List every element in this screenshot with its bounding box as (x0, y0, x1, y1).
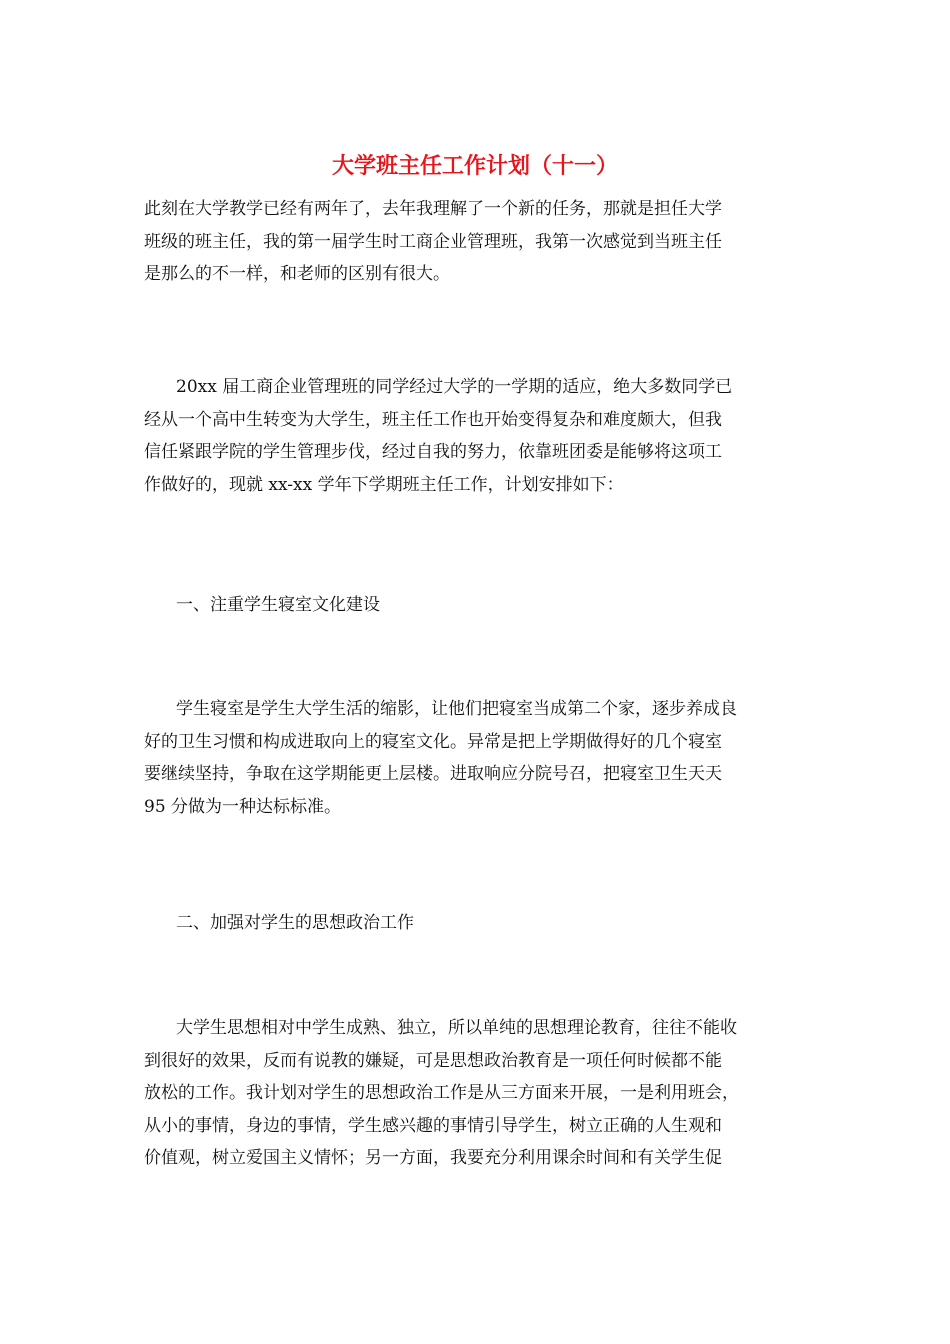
text-line: 放松的工作。我计划对学生的思想政治工作是从三方面来开展，一是利用班会， (144, 1083, 739, 1103)
paragraph-dormitory (144, 693, 810, 823)
document-title: 大学班主任工作计划（十一） (331, 153, 618, 179)
text-line: 经从一个高中生转变为大学生，班主任工作也开始变得复杂和难度颇大，但我 (144, 409, 722, 430)
text-line: 好的卫生习惯和构成进取向上的寝室文化。异常是把上学期做得好的几个寝室 (144, 731, 722, 752)
text-line: 此刻在大学教学已经有两年了，去年我理解了一个新的任务，那就是担任大学 (144, 199, 722, 219)
paragraph-intro (144, 193, 810, 291)
text-line: 信任紧跟学院的学生管理步伐，经过自我的努力，依靠班团委是能够将这项工 (144, 442, 722, 462)
text-line: 作做好的，现就 xx-xx 学年下学期班主任工作，计划安排如下： (144, 474, 624, 495)
paragraph-plan-overview (144, 371, 810, 501)
text-line: 20xx 届工商企业管理班的同学经过大学的一学期的适应，绝大多数同学已 (176, 377, 733, 397)
section-heading-ideology (144, 907, 810, 940)
paragraph-ideology (144, 1012, 810, 1175)
text-line: 学生寝室是学生大学生活的缩影，让他们把寝室当成第二个家，逐步养成良 (176, 699, 737, 719)
text-line: 到很好的效果，反而有说教的嫌疑，可是思想政治教育是一项任何时候都不能 (144, 1050, 722, 1071)
text-line: 大学生思想相对中学生成熟、独立，所以单纯的思想理论教育，往往不能收 (176, 1018, 737, 1038)
text-line: 是那么的不一样，和老师的区别有很大。 (144, 264, 450, 284)
text-line: 从小的事情，身边的事情，学生感兴趣的事情引导学生，树立正确的人生观和 (144, 1115, 722, 1136)
text-line: 二、加强对学生的思想政治工作 (176, 913, 414, 933)
text-line: 要继续坚持，争取在这学期能更上层楼。进取响应分院号召，把寝室卫生天天 (144, 764, 722, 784)
text-line: 95 分做为一种达标标准。 (144, 796, 342, 817)
text-line: 班级的班主任，我的第一届学生时工商企业管理班，我第一次感觉到当班主任 (144, 231, 722, 252)
text-line: 价值观，树立爱国主义情怀；另一方面，我要充分利用课余时间和有关学生促 (144, 1148, 722, 1168)
text-line: 一、注重学生寝室文化建设 (176, 595, 380, 615)
section-heading-dormitory (144, 589, 810, 622)
